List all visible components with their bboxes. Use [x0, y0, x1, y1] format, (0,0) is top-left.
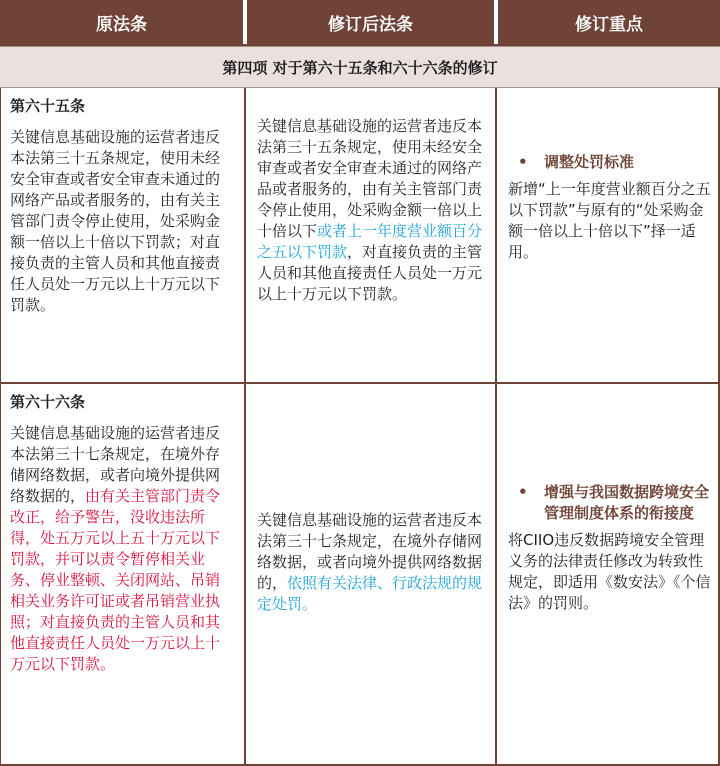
row2-original-deleted: 由有关主管部门责令改正，给予警告，没收违法所得，处五万元以上五十万元以下罚款，并可以责令暂停相关业务、停业整顿、关闭网站、吊销相关业务许可证或者吊销营业执照；对直接负责的主管人员和其他直接责任人员处一万元以上十万元以下罚款。: [10, 487, 221, 673]
header-focus: 修订重点: [498, 0, 720, 44]
row2-focus-cell: [498, 384, 720, 766]
row2-focus-title: • 增强与我国数据跨境安全管理制度体系的衔接度: [508, 482, 712, 524]
row1-revised-cell: [247, 88, 494, 382]
row2-article-title: 第六十六条: [10, 393, 86, 411]
row2-focus-text: 将CIIO违反数据跨境安全管理义务的法律责任修改为转致性规定，即适用《数安法》《个信法》的罚则。: [508, 531, 711, 612]
divider: [244, 88, 246, 766]
divider: [0, 88, 1, 766]
row2-revised-added: 依照有关法律、行政法规的规定处罚。: [257, 574, 483, 613]
row1-focus-cell: [498, 88, 720, 382]
divider: [495, 88, 497, 766]
row2-revised-text: 关键信息基础设施的运营者违反本法第三十七条规定，在境外存储网络数据，或者向境外提供网络数据的，: [257, 511, 483, 592]
bullet-icon: •: [518, 483, 528, 501]
row1-original-text: 关键信息基础设施的运营者违反本法第三十五条规定，使用未经安全审查或者安全审查未通过的网络产品或者服务的，由有关主管部门责令停止使用，处采购金额一倍以上十倍以下罚款；对直接负责的主管人员和其他直接责任人员处一万元以上十万元以下罚款。: [10, 128, 221, 314]
row1-article-title: 第六十五条: [10, 97, 86, 115]
row1-revised-text-end: ，对直接负责的主管人员和其他直接责任人员处一万元以上十万元以下罚款。: [257, 243, 483, 303]
row1-revised-text: 关键信息基础设施的运营者违反本法第三十五条规定，使用未经安全审查或者安全审查未通过的网络产品或者服务的，由有关主管部门责令停止使用，处采购金额一倍以上十倍以下: [257, 117, 483, 240]
header-divider: [243, 0, 247, 44]
divider: [0, 382, 720, 384]
header-revised: 修订后法条: [247, 0, 494, 44]
row2-original-text: 关键信息基础设施的运营者违反本法第三十七条规定，在境外存储网络数据，或者向境外提供网络数据的，由有关主管部门责令改正，给予警告，没收违法所得，处五万元以上五十万元以下罚款，并可以责令暂停相关业务、停业整顿、关闭网站、吊销相关业务许可证或者吊销营业执照；对直接负责的主管人员和其他直接责任人员处一万元以上十万元以下罚款。: [10, 424, 221, 673]
header-divider: [494, 0, 498, 44]
row1-original-cell: [0, 88, 243, 382]
row1-focus-title: • 调整处罚标准: [508, 152, 712, 173]
row1-revised-added: 或者上一年度营业额百分之五以下罚款: [257, 222, 483, 261]
bullet-icon: •: [518, 153, 528, 171]
row1-focus-text: 新增“上一年度营业额百分之五以下罚款”与原有的“处采购金额一倍以上十倍以下”择一适用。: [508, 180, 711, 261]
row2-original-cell: [0, 384, 243, 766]
section-title: 第四项 对于第六十五条和六十六条的修订: [0, 46, 720, 88]
row2-revised-cell: [247, 384, 494, 766]
header-original: 原法条: [0, 0, 243, 44]
divider: [0, 44, 720, 46]
